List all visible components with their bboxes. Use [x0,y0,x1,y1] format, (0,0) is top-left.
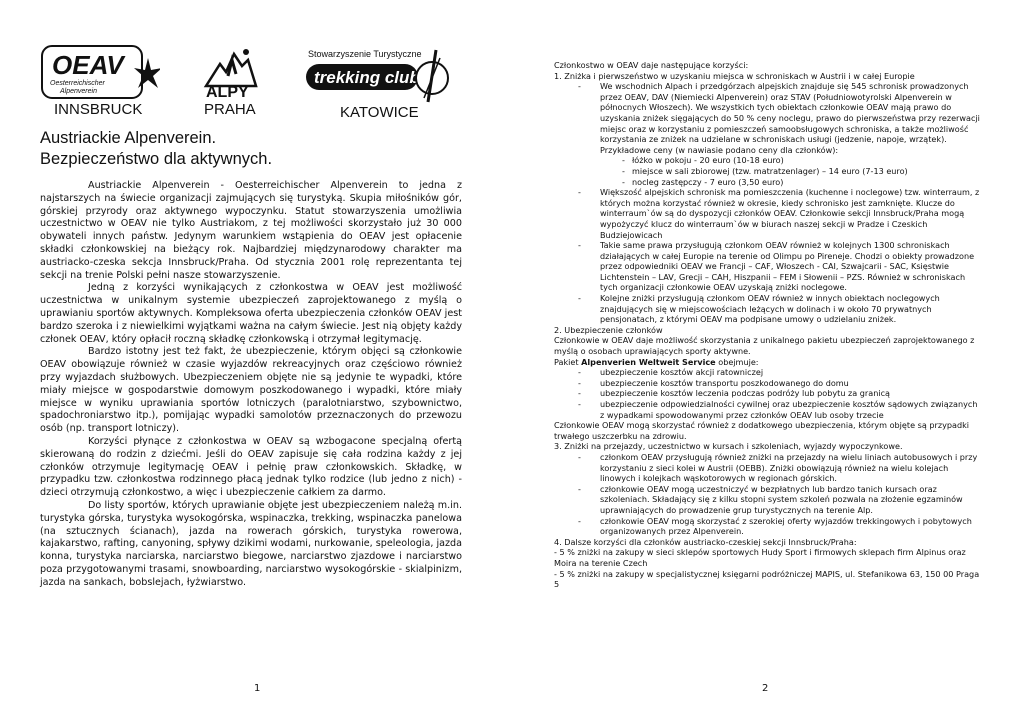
section-2-text: Członkowie w OEAV daje możliwość skorzystania z unikalnego pakietu ubezpieczeń zaprojektowanego z myślą o osobach uprawiających sporty aktywne. [554,335,975,357]
section-1-item: - Większość alpejskich schronisk ma pomieszczenia (kuchenne i noclegowe) tzw. winterraum, z których można korzystać również w okresie, kiedy schronisko jest zamknięte. Klucze do winterraum`ów są do dyspozycji członków OEAV. Członkowie sekcji Innsbruck/Praha mogą wypożyczyć klucz do winterraum`ów w biurach naszej sekcji w Pradze i Czeskich Budziejowicach [578,187,980,240]
price-item: - miejsce w sali zbiorowej (tzw. matratzenlager) – 14 euro (7-13 euro) [622,165,908,176]
page-title [40,128,272,170]
article-body [40,180,462,590]
paragraph-3: Bardzo istotny jest też fakt, że ubezpieczenie, którym objęci są członkowie OEAV obowiązuje również w czasie wyjazdów rekreacyjnych oraz częściowo również przy wyjazdach służbowych. Ubezpieczeniem objęte nie są jedynie te wypadki, które miały miejsce w gospodarstwie domowym poszkodowanego i wypadki, które miały miejsce w wyniku uprawiania sportów lotniczych (paralotniarstwo, szybownictwo, spadochroniarstwo itp.), pomijając wypadki samolotów przeznaczonych do przewozu osób (np. transport lotniczy). [40,346,462,435]
trekking-club-logo [302,44,450,106]
oeav-small-text-2: Alpenverein [60,88,97,95]
insurance-item: - ubezpieczenie kosztów leczenia podczas podróży lub pobytu za granicą [578,388,891,399]
insurance-item: - ubezpieczenie odpowiedzialności cywilnej oraz ubezpieczenie kosztów sądowych związanych z wypadkami spowodowanymi przez członków OEAV lub osoby trzecie [578,399,978,420]
title-line-2: Bezpieczeństwo dla aktywnych. [40,150,273,168]
section-4-line: - 5 % zniżki na zakupy w sieci sklepów sportowych Hudy Sport i firmowych sklepach firm Alpinus oraz Moira na terenie Czech [554,547,966,568]
section-4-heading: 4. Dalsze korzyści dla członków austriacko-czeskiej sekcji Innsbruck/Praha: [554,536,857,547]
paragraph-4: Korzyści płynące z członkostwa w OEAV są wzbogacone specjalną ofertą skierowaną do rodzin z dziećmi. Jeśli do OEAV zapisuje się cała rodzina każdy z jej członków otrzymuje legitymację OEAV i pełnię praw członkowskich. Składkę, w przypadku tzw. członkostwa rodzinnego płacą jednak tylko rodzice (lub jedno z nich) - dzieci otrzymują członkostwo, a więc i ubezpieczenie całkiem za darmo. [40,435,462,499]
section-3-item: - członkowie OEAV mogą skorzystać z szerokiej oferty wyjazdów trekkingowych i pobytowych organizowanych przez Alpenverein. [578,515,972,537]
section-1-item: - Kolejne zniżki przysługują członkom OEAV również w innych obiektach noclegowych znajdujących się w miejscowościach leżących w dolinach i w około 70 prywatnych pensjonatach, z którymi OEAV ma podpisane umowy o udzielaniu zniżek. [578,293,940,325]
insurance-item: - ubezpieczenie kosztów akcji ratowniczej [578,367,764,378]
paragraph-2: Jedną z korzyści wynikających z członkostwa w OEAV jest możliwość uczestnictwa w unikalnym systemie ubezpieczeń zaprojektowanego z myślą o uprawianiu sportów aktywnych. Kompleksowa oferta ubezpieczenia członków OEAV jest bardzo szeroka i z niewielkimi wyjątkami ważna na całym świecie. Jest nią objęty każdy członek OEAV, który opłacił roczną składkę członkowską i otrzymał legitymację. [40,282,462,345]
section-3-heading: 3. Zniżki na przejazdy, uczestnictwo w kursach i szkoleniach, wyjazdy wypoczynkowe. [554,441,903,452]
trekking-caption: KATOWICE [340,104,419,121]
title-line-1: Austriackie Alpenverein. [40,129,217,147]
section-1-heading: 1. Zniżka i pierwszeństwo w uzyskaniu miejsca w schroniskach w Austrii i w całej Europie [554,70,915,81]
page-2 [512,0,1024,724]
section-2-heading: 2. Ubezpieczenie członków [554,324,663,335]
oeav-caption: INNSBRUCK [54,101,143,118]
price-item: - łóżko w pokoju - 20 euro (10-18 euro) [622,155,784,166]
section-2-after: Członkowie OEAV mogą skorzystać również z dodatkowego ubezpieczenia, którym objęte są przypadki trwałego uszczerbku na zdrowiu. [554,420,970,441]
oeav-small-text-1: Oesterreichischer [50,80,105,87]
section-1-item: - Takie same prawa przysługują członkom OEAV również w kolejnych 1300 schroniskach działających w całej Europie na terenie od Olimpu po Pireneje. Chodzi o obiekty prowadzone przez odpowiedniki OEAV we Francji – CAF, Włoszech - CAI, Szwajcarii - SAC, Księstwie Lichtenstein – LAV, Grecji – CAH, Hiszpanii – FEM i Słowenii – PZS. Również w schroniskach tych organizacji członkowie OEAV uzyskają zniżki noclegowe. [578,240,975,293]
insurance-item: - ubezpieczenie kosztów transportu poszkodowanego do domu [578,377,849,388]
section-4-line: - 5 % zniżki na zakupy w specjalistycznej księgarni podróżniczej MAPIS, ul. Stefanikowa 63, 150 00 Praga 5 [554,568,980,590]
oeav-logo-text: OEAV [52,50,124,80]
paragraph-1: Austriackie Alpenverein - Oesterreichischer Alpenverein to jedna z najstarszych na świecie organizacji zajmujących się turystyką. Skupia miłośników gór, górskiej przyrody oraz aktywnego wypoczynku. Statut stowarzyszenia umożliwia uczestnictwo w OEAV nie tylko Austriakom, z tej możliwości skorzystało już 30 000 obywateli innych państw. Jedynym warunkiem wstąpienia do OEAV jest opłacenie składki członkowskiej na bieżący rok. Najbardziej międzynarodowy charakter ma austriacko-czeska sekcja Innsbruck/Praha. Od stycznia 2001 rolę reprezentanta tej sekcji na trenie Polski pełni nasze stowarzyszenie. [40,180,462,281]
prices-heading: Przykładowe ceny (w nawiasie podano ceny dla członków): [600,144,839,155]
alpy-logo-text: ALPY [206,84,249,101]
intro-line: Członkostwo w OEAV daje następujące korzyści: [554,60,749,70]
alpy-caption: PRAHA [204,101,256,118]
section-3-item: - członkom OEAV przysługują również zniżki na przejazdy na wielu liniach autobusowych i przy korzystaniu z sieci kolei w Austrii (OEBB). Zniżki obowiązują również na wielu kolejach linowych i kolejkach wąskotorowych w regionach górskich. [578,451,978,484]
benefits-list [554,60,984,590]
price-item: - nocleg zastępczy - 7 euro (3,50 euro) [622,176,784,187]
page-number-1: 1 [254,683,261,694]
trekking-arc-text: Stowarzyszenie Turystyczne [308,49,422,59]
trekking-logo-text: trekking club [314,68,420,87]
package-name: Alpenverien Weltweit Service [581,356,716,367]
section-3-item: - członkowie OEAV mogą uczestniczyć w bezpłatnych lub bardzo tanich kursach oraz szkoleniach. Składający się z kilku stopni system szkoleń pozwala na złożenie egzaminów uprawniających do prowadzenie grup turystycznych na terenie Alp. [578,483,963,515]
section-1-item: - We wschodnich Alpach i przedgórzach alpejskich znajduje się 545 schronisk prowadzonych przez OEAV, DAV (Niemiecki Alpenverein) oraz STAV (Południowotyrolski Alpenverein w północnych Włoszech). We wszystkich tych obiektach członkowie OEAV mają prawo do uzyskania zniżek sięgających do 50 % ceny noclegu, prawo do pierwszeństwa przy rezerwacji miejsc oraz w korzystaniu z pomieszczeń samoobsługowych schroniska, a także możliwość korzystania ze zniżek na udzielane w schroniskach usługi (jedzenie, napoje, wrzątek). [578,81,980,145]
package-line: Pakiet Alpenverien Weltweit Service obejmuje: [554,356,759,367]
logo-row [40,44,450,120]
page-number-2: 2 [762,683,769,694]
oeav-logo [40,44,160,102]
paragraph-5: Do listy sportów, których uprawianie objęte jest ubezpieczeniem należą m.in. turystyka górska, turystyka wysokogórska, wspinaczka, trekking, wspinaczka panelowa (na sztucznych ścianach), jazda na rowerach górskich, turystyka rowerowa, kajakarstwo, rafting, canyoning, spływy dzikimi wodami, nurkowanie, speleologia, jazda konna, turystyka narciarska, narciarstwo biegowe, narciarstwo zjazdowe i narciarstwo poza przygotowanymi trasami, snowboarding, narciarstwo wysokogórskie - skialpinizm, jazda na sankach, bobslejach, łyżwiarstwo. [40,499,462,588]
